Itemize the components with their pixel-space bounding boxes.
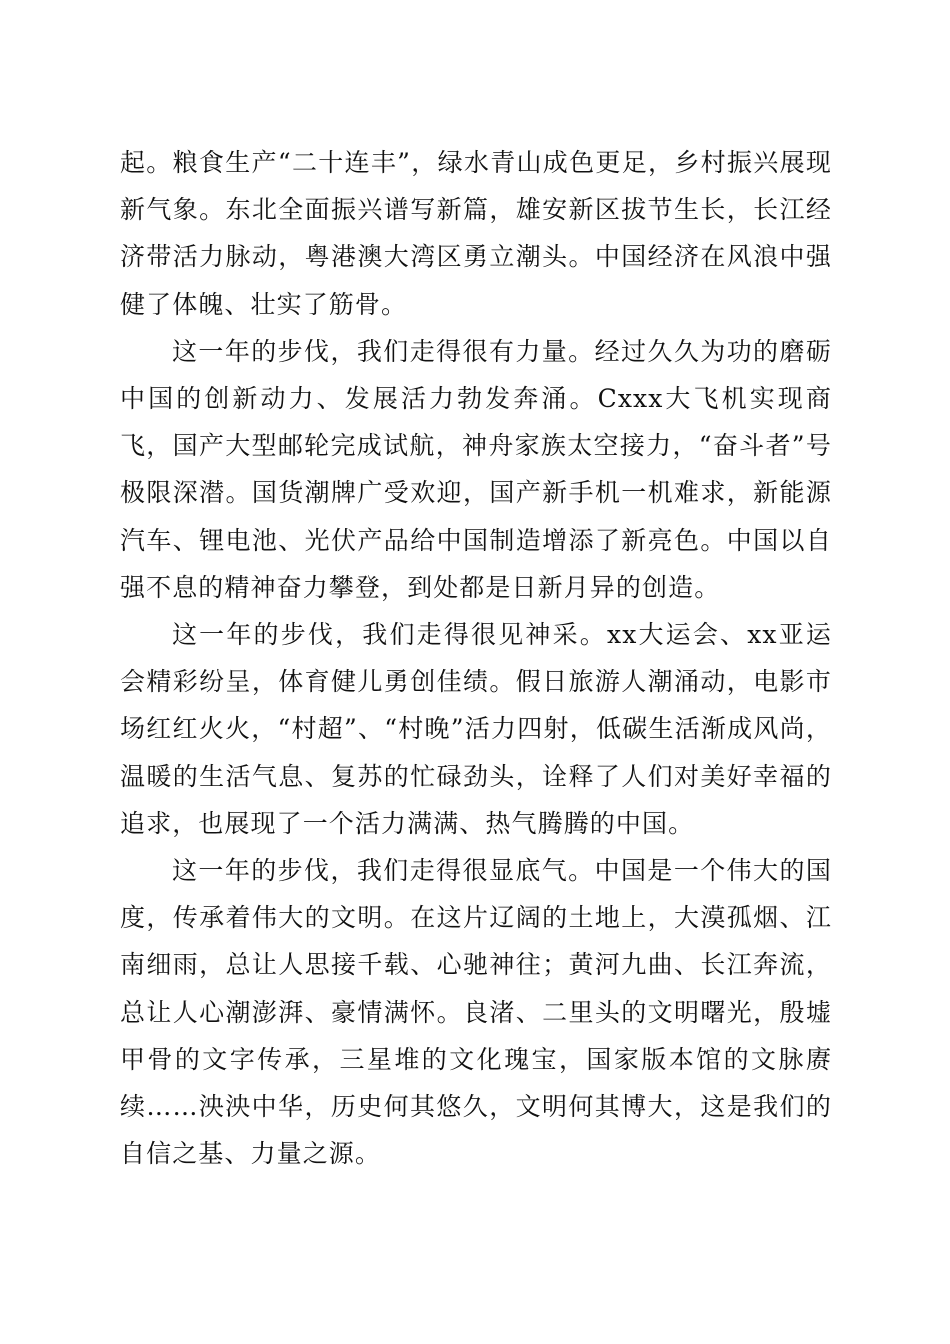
paragraph-1: 起。粮食生产“二十连丰”，绿水青山成色更足，乡村振兴展现新气象。东北全面振兴谱写新篇，雄安新区拔节生长，长江经济带活力脉动，粤港澳大湾区勇立潮头。中国经济在风浪中强健了体魄、壮实了筋骨。 bbox=[120, 148, 832, 319]
paragraph-2: 这一年的步伐，我们走得很有力量。经过久久为功的磨砺中国的创新动力、发展活力勃发奔涌。Cxxx大飞机实现商飞，国产大型邮轮完成试航，神舟家族太空接力，“奋斗者”号极限深潜。国货潮牌广受欢迎，国产新手机一机难求，新能源汽车、锂电池、光伏产品给中国制造增添了新亮色。中国以自强不息的精神奋力攀登，到处都是日新月异的创造。 bbox=[120, 336, 832, 602]
paragraph-3: 这一年的步伐，我们走得很见神采。xx大运会、xx亚运会精彩纷呈，体育健儿勇创佳绩。假日旅游人潮涌动，电影市场红红火火，“村超”、“村晚”活力四射，低碳生活渐成风尚，温暖的生活气息、复苏的忙碌劲头，诠释了人们对美好幸福的追求，也展现了一个活力满满、热气腾腾的中国。 bbox=[120, 620, 832, 838]
document-body bbox=[120, 139, 832, 1177]
paragraph-4: 这一年的步伐，我们走得很显底气。中国是一个伟大的国度，传承着伟大的文明。在这片辽阔的土地上，大漠孤烟、江南细雨，总让人思接千载、心驰神往；黄河九曲、长江奔流，总让人心潮澎湃、豪情满怀。良渚、二里头的文明曙光，殷墟甲骨的文字传承，三星堆的文化瑰宝，国家版本馆的文脉赓续……泱泱中华，历史何其悠久，文明何其博大，这是我们的自信之基、力量之源。 bbox=[120, 856, 832, 1169]
